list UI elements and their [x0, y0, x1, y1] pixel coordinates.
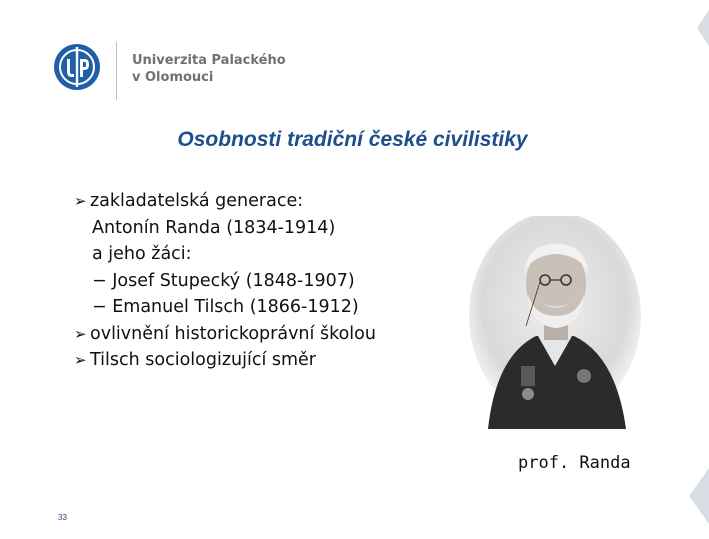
page-number: 33 [58, 513, 67, 522]
bullet-item [74, 321, 464, 348]
arrow-bullet-icon: ➢ [74, 351, 87, 369]
list-item [74, 241, 464, 268]
bullet-text: ovlivnění historickoprávní školou [90, 323, 376, 344]
slide-title [0, 128, 709, 152]
list-item-text: − Emanuel Tilsch (1866-1912) [92, 297, 359, 317]
upol-seal-icon [52, 42, 102, 92]
portrait-image [466, 216, 644, 429]
list-item [74, 268, 464, 295]
bullet-text: Tilsch sociologizující směr [90, 350, 316, 370]
list-item [74, 215, 464, 242]
slide-title-text: Osobnosti tradiční české civilistiky [177, 128, 528, 151]
arrow-bullet-icon: ➢ [74, 192, 87, 210]
university-name-line1: Univerzita Palackého [132, 53, 286, 68]
bullet-item [74, 188, 464, 215]
list-item-text: Antonín Randa (1834-1914) [92, 217, 336, 238]
bullet-text: zakladatelská generace: [90, 191, 304, 211]
list-item-text: a jeho žáci: [92, 244, 192, 264]
portrait-caption: prof. Randa [518, 453, 631, 473]
university-name-line2: v Olomouci [132, 70, 214, 85]
decor-triangle-bottom [689, 468, 709, 524]
bullet-item [74, 347, 464, 374]
bullet-list [74, 188, 464, 374]
decor-triangle-top [697, 10, 709, 46]
list-item [74, 294, 464, 321]
university-name [132, 52, 286, 86]
arrow-bullet-icon: ➢ [74, 324, 87, 343]
list-item-text: − Josef Stupecký (1848-1907) [92, 270, 355, 291]
logo-divider [116, 42, 117, 100]
